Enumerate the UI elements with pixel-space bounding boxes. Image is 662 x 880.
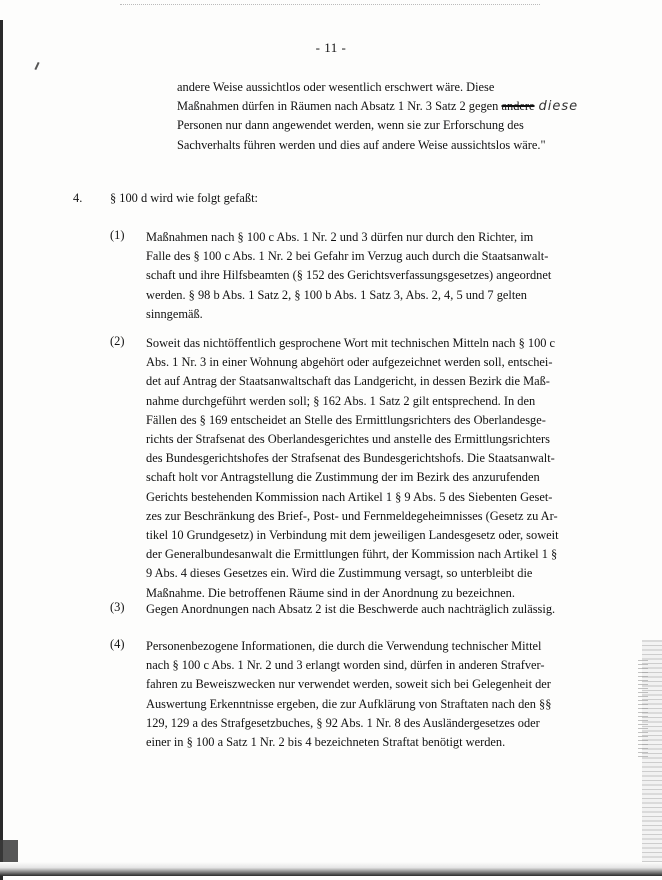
text-line: schaft und ihre Hilfsbeamten (§ 152 des Gerichtsverfassungsgesetzes) angeordnet [146,268,552,283]
text-line: Abs. 1 Nr. 3 in einer Wohnung abgehört oder aufgezeichnet werden soll, entschei- [146,355,553,370]
paragraph-3 [146,600,576,619]
paragraph-label: (2) [110,334,125,348]
continuation-text [177,78,597,155]
text-line: det auf Antrag der Staatsanwaltschaft das Landgericht, in dessen Bezirk die Maß- [146,374,550,389]
paragraph-1 [146,228,576,324]
text-line: nahme durchgeführt werden soll; § 162 Abs. 1 Satz 2 gilt entsprechend. In den [146,393,536,408]
text-line: Gegen Anordnungen nach Absatz 2 ist die Beschwerde auch nachträglich zulässig. [146,602,556,616]
page-number: - 11 - [315,40,347,55]
text-line: einer in § 100 a Satz 1 Nr. 2 bis 4 bezeichneten Straftat benötigt werden. [146,735,506,750]
item-title: § 100 d wird wie folgt gefaßt: [110,191,258,205]
text-line: des Bundesgerichtshofes der Strafsenat des Bundesgerichtshofs. Die Staatsanwalt- [146,451,555,466]
text-line: tikel 10 Grundgesetz) in Verbindung mit dem jeweiligen Landesgesetz oder, soweit [146,528,559,543]
handwritten-correction: diese [538,99,579,115]
text-line: Sachverhalts führen werden und dies auf andere Weise aussichtslos wäre." [177,137,546,152]
text-line: Maßnahmen nach § 100 c Abs. 1 Nr. 2 und 3 dürfen nur durch den Richter, im [146,230,534,244]
text-line: Maßnahme. Die betroffenen Räume sind in der Anordnung zu bezeichnen. [146,585,515,600]
paragraph-4 [146,637,576,752]
text-line: der Generalbundesanwalt die Ermittlungen führt, der Kommission nach Artikel 1 § [146,547,558,562]
scan-artifact-right-noise [638,660,648,760]
text-line: schaft holt vor Antragstellung die Zustimmung der im Bezirk des anzurufenden [146,470,540,485]
text-line: richts der Strafsenat des Oberlandesgerichtes und anstelle des Ermittlungsrichters [146,432,550,447]
paragraph-label: (1) [110,228,125,242]
text-line: sinngemäß. [146,306,203,321]
text-line: Auswertung Erkenntnisse ergeben, die zur Aufklärung von Straftaten nach den §§ [146,696,552,711]
text-line: Personen nur dann angewendet werden, wenn sie zur Erforschung des [177,118,524,133]
struck-word: andere [501,99,535,114]
text-line: 129, 129 a des Strafgesetzbuches, § 92 Abs. 1 Nr. 8 des Ausländergesetzes oder [146,715,540,730]
text-line: Fällen des § 169 entscheidet an Stelle des Ermittlungsrichters des Oberlandesge- [146,412,546,427]
scan-artifact-top [120,4,540,11]
scan-artifact-left-edge [0,20,3,880]
text-line-with-correction [177,97,597,116]
text-segment: Maßnahmen dürfen in Räumen nach Absatz 1 Nr. 3 Satz 2 gegen [177,99,499,114]
text-line: werden. § 98 b Abs. 1 Satz 2, § 100 b Abs. 1 Satz 3, Abs. 2, 4, 5 und 7 gelten [146,287,527,302]
scan-artifact-bottom-edge [0,862,662,876]
scan-artifact-bottom-left [0,840,18,862]
text-line: Personenbezogene Informationen, die durch die Verwendung technischer Mittel [146,639,542,653]
paragraph-label: (4) [110,637,125,651]
text-line: Gerichts bestehenden Kommission nach Artikel 1 § 9 Abs. 5 des Siebenten Geset- [146,489,553,504]
text-line: Falle des § 100 c Abs. 1 Nr. 2 bei Gefahr im Verzug auch durch die Staatsanwalt- [146,249,549,264]
text-line: 9 Abs. 4 dieses Gesetzes ein. Wird die Zustimmung versagt, so unterbleibt die [146,566,533,581]
text-line: zes zur Beschränkung des Brief-, Post- und Fernmeldegeheimnisses (Gesetz zu Ar- [146,508,558,523]
paragraph-label: (3) [110,600,125,614]
text-line: andere Weise aussichtlos oder wesentlich erschwert wäre. Diese [177,80,495,94]
text-line: Soweit das nichtöffentlich gesprochene Wort mit technischen Mitteln nach § 100 c [146,336,556,350]
item-number: 4. [73,191,83,205]
text-line: nach § 100 c Abs. 1 Nr. 2 und 3 erlangt worden sind, dürfen in anderen Strafver- [146,658,545,673]
text-line: fahren zu Beweiszwecken nur verwendet werden, soweit sich bei Gelegenheit der [146,677,551,692]
paragraph-2 [146,334,576,603]
scan-artifact-mark [34,62,39,70]
